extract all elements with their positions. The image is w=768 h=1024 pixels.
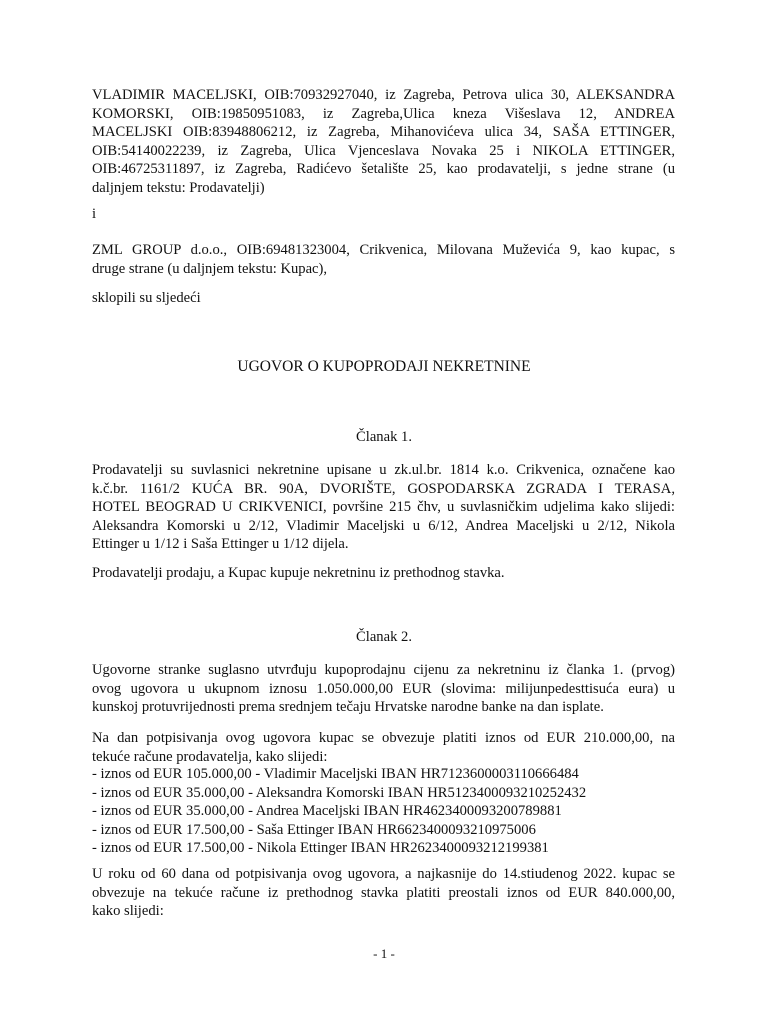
page-number: - 1 - [373, 946, 395, 961]
text-line: ZML GROUP d.o.o., OIB:69481323004, Crikvenica, Milovana Muževića 9, kao kupac, s [92, 242, 675, 258]
contract-title: UGOVOR O KUPOPRODAJI NEKRETNINE [237, 358, 531, 375]
list-item: - iznos od EUR 105.000,00 - Vladimir Maceljski IBAN HR7123600003110666484 [92, 766, 579, 782]
article-2-heading: Članak 2. [356, 629, 412, 645]
payment-list [92, 765, 675, 858]
text-line: Na dan potpisivanja ovog ugovora kupac se obvezuje platiti iznos od EUR 210.000,00, na [92, 730, 675, 746]
list-item: - iznos od EUR 35.000,00 - Andrea Maceljski IBAN HR4623400093200789881 [92, 803, 562, 819]
list-item: - iznos od EUR 17.500,00 - Saša Ettinger IBAN HR6623400093210975006 [92, 821, 536, 838]
text-line: kako slijedi: [92, 903, 164, 919]
text-line: U roku od 60 dana od potpisivanja ovog ugovora, a najkasnije do 14.stiudenog 2022. kupac se [92, 866, 675, 882]
text-line: VLADIMIR MACELJSKI, OIB:70932927040, iz Zagreba, Petrova ulica 30, ALEKSANDRA [92, 87, 675, 103]
text-line: druge strane (u daljnjem tekstu: Kupac), [92, 260, 328, 277]
text-line: OIB:54140022239, iz Zagreba, Ulica Vjenceslava Novaka 25 i NIKOLA ETTINGER, [92, 142, 675, 159]
text-line: HOTEL BEOGRAD U CRIKVENICI, površine 215 čhv, u suvlasničkim udjelima kako slijedi: [92, 499, 675, 515]
article-2-paragraph-3 [92, 865, 675, 921]
text-line: Aleksandra Komorski u 2/12, Vladimir Maceljski u 6/12, Andrea Maceljski u 2/12, Nikola [92, 517, 675, 534]
text-line: Ettinger u 1/12 i Saša Ettinger u 1/12 dijela. [92, 536, 349, 552]
article-2-paragraph-2 [92, 729, 675, 766]
text-line: obvezuje na tekuće račune iz prethodnog stavka platiti preostali iznos od EUR 840.000,00, [92, 884, 675, 901]
text-line: KOMORSKI, OIB:19850951083, iz Zagreba,Ulica kneza Višeslava 12, ANDREA [92, 105, 675, 122]
buyer-paragraph [92, 241, 675, 278]
text-line: tekuće račune prodavatelja, kako slijedi: [92, 748, 328, 765]
sellers-paragraph [92, 86, 675, 197]
text-line: daljnjem tekstu: Prodavatelji) [92, 179, 265, 196]
text-line: Ugovorne stranke suglasno utvrđuju kupoprodajnu cijenu za nekretninu iz članka 1. (prvog) [92, 662, 675, 678]
article-1-paragraph-1 [92, 461, 675, 554]
conjunction-and: i [92, 206, 97, 222]
article-1-paragraph-2: Prodavatelji prodaju, a Kupac kupuje nekretninu iz prethodnog stavka. [92, 565, 505, 581]
text-line: ovog ugovora u ukupnom iznosu 1.050.000,00 EUR (slovima: milijunpedesttisuća eura) u [92, 680, 675, 697]
list-item: - iznos od EUR 17.500,00 - Nikola Ettinger IBAN HR2623400093212199381 [92, 840, 549, 856]
text-line: OIB:46725311897, iz Zagreba, Radićevo šetalište 25, kao prodavatelji, s jedne strane (u [92, 161, 675, 177]
text-line: MACELJSKI OIB:83948806212, iz Zagreba, Mihanovićeva ulica 34, SAŠA ETTINGER, [92, 124, 675, 140]
concluded-text: sklopili su sljedeći [92, 290, 201, 306]
text-line: Prodavatelji su suvlasnici nekretnine upisane u zk.ul.br. 1814 k.o. Crikvenica, označene kao [92, 462, 675, 478]
article-2-paragraph-1 [92, 661, 675, 717]
text-line: kunskoj protuvrijednosti prema srednjem tečaju Hrvatske narodne banke na dan isplate. [92, 699, 604, 715]
list-item: - iznos od EUR 35.000,00 - Aleksandra Komorski IBAN HR5123400093210252432 [92, 784, 587, 801]
text-line: k.č.br. 1161/2 KUĆA BR. 90A, DVORIŠTE, GOSPODARSKA ZGRADA I TERASA, [92, 480, 675, 497]
article-1-heading: Članak 1. [356, 429, 412, 445]
